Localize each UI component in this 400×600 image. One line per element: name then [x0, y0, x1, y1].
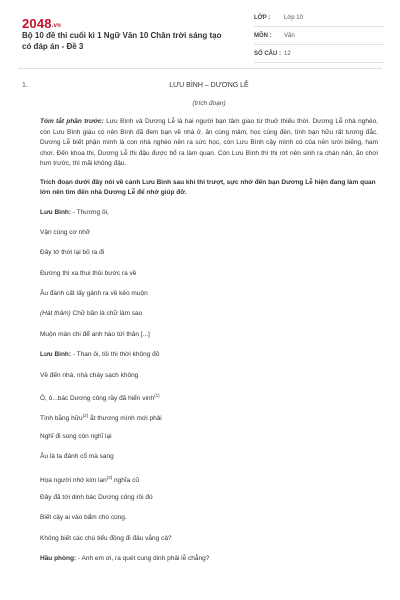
verse-line [40, 488, 378, 508]
verse-line [40, 345, 378, 365]
line-text: Biết cậy ai vào bẩm cho cùng. [40, 514, 127, 522]
speaker: Hầu phòng: [40, 555, 77, 563]
line-text: Ô, ô...bác Dương công rầy đã hiển vinh [40, 395, 155, 403]
line-text: Tình bằng hữu [40, 415, 83, 423]
footnote-ref[interactable]: (1) [154, 393, 160, 399]
speaker: Lưu Bình: [40, 208, 72, 216]
line-text: Đường thì xa thui thủi bước ra về [40, 269, 137, 277]
line-text: Không biết các chú tiểu đồng đi đâu vắng cả? [40, 534, 172, 542]
question-number: 1. [22, 82, 28, 89]
verse-line [40, 468, 378, 488]
line-text: Đây đã tới dinh bác Dương công rồi đó [40, 493, 153, 501]
site-logo[interactable] [22, 16, 61, 31]
line-text: Chữ bần là chữ làm sao [70, 310, 143, 318]
meta-value: Văn [284, 33, 295, 39]
meta-panel [254, 13, 384, 67]
verse-line [40, 366, 378, 386]
document-title: Bộ 10 đề thi cuối kì 1 Ngữ Văn 10 Chân trời sáng tạo có đáp án - Đề 3 [22, 31, 222, 51]
passage-subtitle: (trích đoạn) [192, 100, 226, 107]
verse-line [40, 508, 378, 528]
meta-key: MÔN : [254, 33, 272, 39]
line-text: Đây tớ thời lại bỏ ra đi [40, 249, 105, 257]
line-text: Vận cùng cơ nhỡ [40, 228, 91, 236]
verse-line [40, 203, 378, 223]
verse-line [40, 386, 378, 406]
summary-paragraph [40, 117, 378, 170]
meta-row-subject [254, 31, 384, 45]
line-text: - Thương ôi, [71, 208, 109, 216]
line-text: ắt thương mình mới phải [88, 415, 162, 423]
verse-line [40, 325, 378, 345]
line-text: Muộn màn chi để anh hào tứi thân [...] [40, 330, 150, 338]
verse-line [40, 427, 378, 447]
summary-text: Lưu Bình và Dương Lễ là hai người bạn tâm giao từ thuở thiếu thời. Dương Lễ nhà nghèo, còn Lưu Bình giàu có nên Bình đã đem bạn về nhà ở, ăn cùng mâm, học cùng đèn, tình bạn hữu rất tương đắc. Dương Lễ biết phận mình là con nhà nghèo nên ra sức học, còn Lưu Bình cậy mình có của nên lười biếng, ham chơi. Đến khoa thi, Dương Lễ thi đậu được bổ ra làm quan. Còn Lưu Bình thì thi rớt nên sinh ra chán nản, ăn chơi hơn trước, thì mãi không đậu. [40, 118, 378, 167]
speaker: Lưu Bình: [40, 351, 72, 359]
logo-main: 2048 [22, 16, 52, 31]
meta-key: LỚP : [254, 15, 271, 21]
passage-title: LƯU BÌNH – DƯƠNG LỄ [169, 82, 249, 89]
line-text: nghĩa cũ [112, 476, 139, 484]
line-text: Âu là ta đánh cổ mà sang [40, 453, 114, 461]
header-divider [18, 68, 382, 69]
verse-line [40, 284, 378, 304]
meta-key: SỐ CÂU : [254, 51, 281, 57]
stage-direction: (Hát thâm) [40, 310, 71, 318]
line-text: - Anh em ơi, ra quét cung dinh phải lễ chẳng? [76, 555, 210, 563]
footnote-ref[interactable]: (2) [82, 413, 89, 419]
line-text: Họa người nhớ kim lan [40, 476, 107, 484]
verse-line [40, 549, 378, 569]
verse-lines [40, 203, 378, 570]
line-text: Nghĩ đi song còn nghĩ lại [40, 432, 112, 440]
meta-value: Lớp 10 [284, 15, 303, 21]
line-text: - Than ôi, tôi thì thời không đỏ [71, 351, 160, 359]
verse-line [40, 304, 378, 324]
logo-suffix: .vn [51, 23, 62, 29]
question-prompt: Trích đoạn dưới đây nói về cảnh Lưu Bình sau khi thi trượt, sực nhớ đến bạn Dương Lễ hiện đang làm quan lớn nên tìm đến nhà Dương Lễ để nhờ giúp đỡ. [40, 178, 376, 196]
meta-row-class [254, 13, 384, 27]
page-header [0, 0, 400, 66]
verse-line [40, 529, 378, 549]
verse-line [40, 243, 378, 263]
verse-line [40, 447, 378, 467]
verse-line [40, 406, 378, 426]
question-body [40, 78, 378, 570]
line-text: Về đến nhà, nhà cháy sạch không [40, 371, 139, 379]
summary-label: Tóm tắt phần trước: [40, 118, 104, 125]
line-text: Âu đành cất lấy gánh ra về kẻo muộn [40, 290, 148, 298]
verse-line [40, 223, 378, 243]
meta-value: 12 [284, 51, 291, 57]
verse-line [40, 264, 378, 284]
meta-row-count [254, 49, 384, 63]
footnote-ref[interactable]: (3) [106, 474, 113, 480]
